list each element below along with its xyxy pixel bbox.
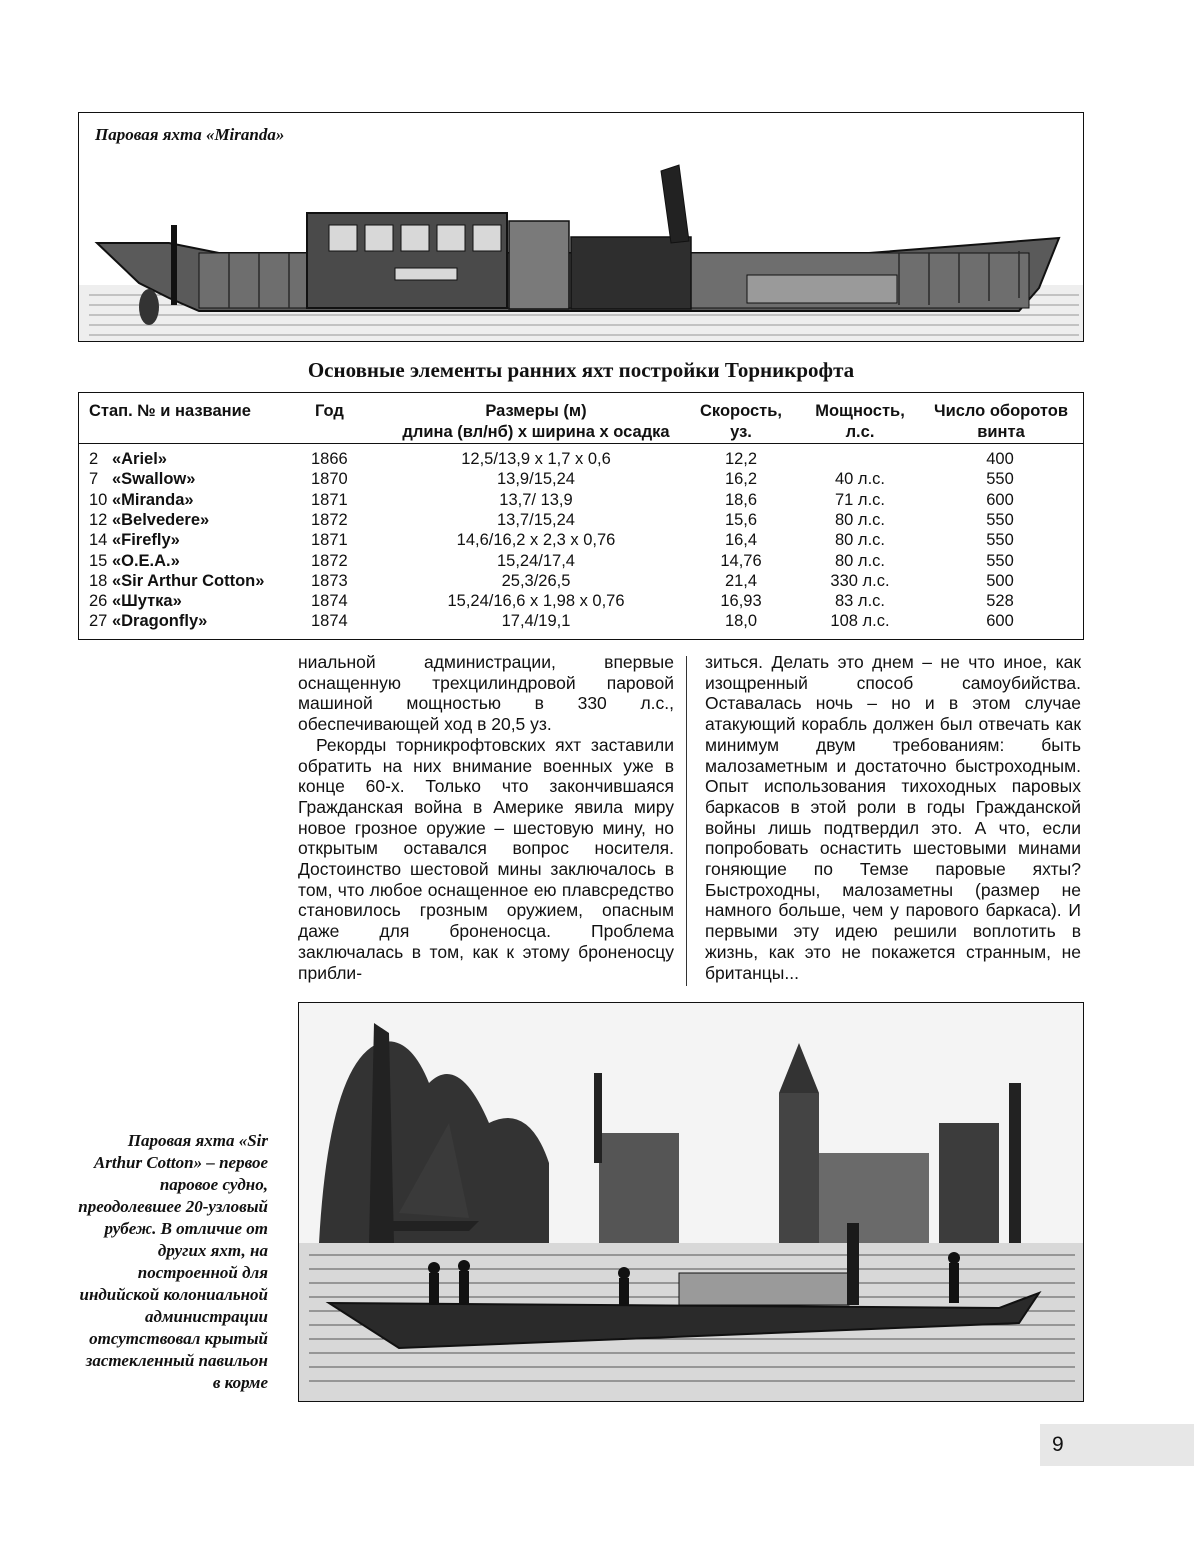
header-name: Стап. № и название [89, 402, 251, 420]
yachts-table [78, 392, 1084, 640]
table-row: 2 «Ariel» 1866 12,5/13,9 х 1,7 х 0,6 12,2 400 [89, 450, 1014, 468]
column-divider [686, 656, 687, 986]
header-rpm: Число оборотов винта [933, 402, 1069, 441]
table-row: 14 «Firefly» 1871 14,6/16,2 х 2,3 х 0,76 16,4 80 л.с. 550 [89, 531, 1014, 550]
sir-arthur-cotton-engraving [299, 1003, 1084, 1402]
table-row: 26 «Шутка» 1874 15,24/16,6 х 1,98 х 0,76 16,93 83 л.с. 528 [89, 592, 1014, 611]
text-column-2 [705, 652, 1081, 983]
table-title: Основные элементы ранних яхт постройки Торникрофта [307, 358, 855, 382]
figure-top-caption: Паровая яхта «Miranda» [95, 125, 285, 144]
miranda-cutaway-drawing [79, 113, 1084, 342]
figure-bottom-caption: Паровая яхта «Sir Arthur Cotton» – первое паровое судно, преодолевшее 20-узловый рубеж. В отличие от других яхт, на построенной для индийской колониальной администрации отсутствовал крытый застекленный павильон в корме [78, 1131, 268, 1392]
page-number: 9 [1040, 1424, 1194, 1466]
paragraph: Рекорды торникрофтовских яхт заставили обратить на них внимание военных уже в конце 60-х. Только что закончившаяся Гражданская война в Америке явила миру новое грозное оружие – шестовую мину, но открытым оставался вопрос носителя. Достоинство шестовой мины заключалось в том, что любое оснащенное ею плавсредство становилось грозным оружием, опасным даже для броненосца. Проблема заключалась в том, как к этому броненосцу прибли- [298, 734, 674, 983]
table-row: 12 «Belvedere» 1872 13,7/15,24 15,6 80 л.с. 550 [89, 510, 1014, 529]
table-row: 15 «O.E.A.» 1872 15,24/17,4 14,76 80 л.с. 550 [89, 551, 1014, 570]
table-header-divider [79, 443, 1083, 444]
header-speed: Скорость, уз. [700, 402, 782, 441]
table-row: 27 «Dragonfly» 1874 17,4/19,1 18,0 108 л.с. 600 [89, 612, 1014, 631]
paragraph: ниальной администрации, впервые оснащенную трехцилиндровой паровой машиной мощностью в 330 л.с., обеспечивающей ход в 20,5 уз. [298, 652, 674, 735]
figure-miranda [78, 112, 1084, 342]
table-row: 7 «Swallow» 1870 13,9/15,24 16,2 40 л.с. 550 [89, 470, 1014, 489]
figure-sir-arthur-cotton [298, 1002, 1084, 1402]
table-row: 18 «Sir Arthur Cotton» 1873 25,3/26,5 21,4 330 л.с. 500 [89, 571, 1014, 590]
text-column-1 [298, 652, 674, 983]
header-power: Мощность, л.с. [815, 402, 905, 441]
table-row: 10 «Miranda» 1871 13,7/ 13,9 18,6 71 л.с. 600 [89, 490, 1014, 509]
header-year: Год [315, 402, 344, 420]
paragraph: зиться. Делать это днем – не что иное, как изощренный способ самоубийства. Оставалась ночь – но и в этом случае атакующий корабль должен был отвечать как минимум двум требованиям: быть малозаметным и достаточно быстроходным. Опыт использования тихоходных паровых баркасов в этой роли в годы Гражданской войны лишь подтвердил это. А что, если попробовать оснастить шестовыми минами гоняющие по Темзе паровые яхты? Быстроходны, малозаметны (размер не намного больше, чем у парового баркаса). И первыми эту идею решили воплотить в жизнь, как это не покажется странным, не британцы... [705, 652, 1081, 983]
header-dimensions: Размеры (м) длина (вл/нб) х ширина х осадка [402, 402, 670, 441]
